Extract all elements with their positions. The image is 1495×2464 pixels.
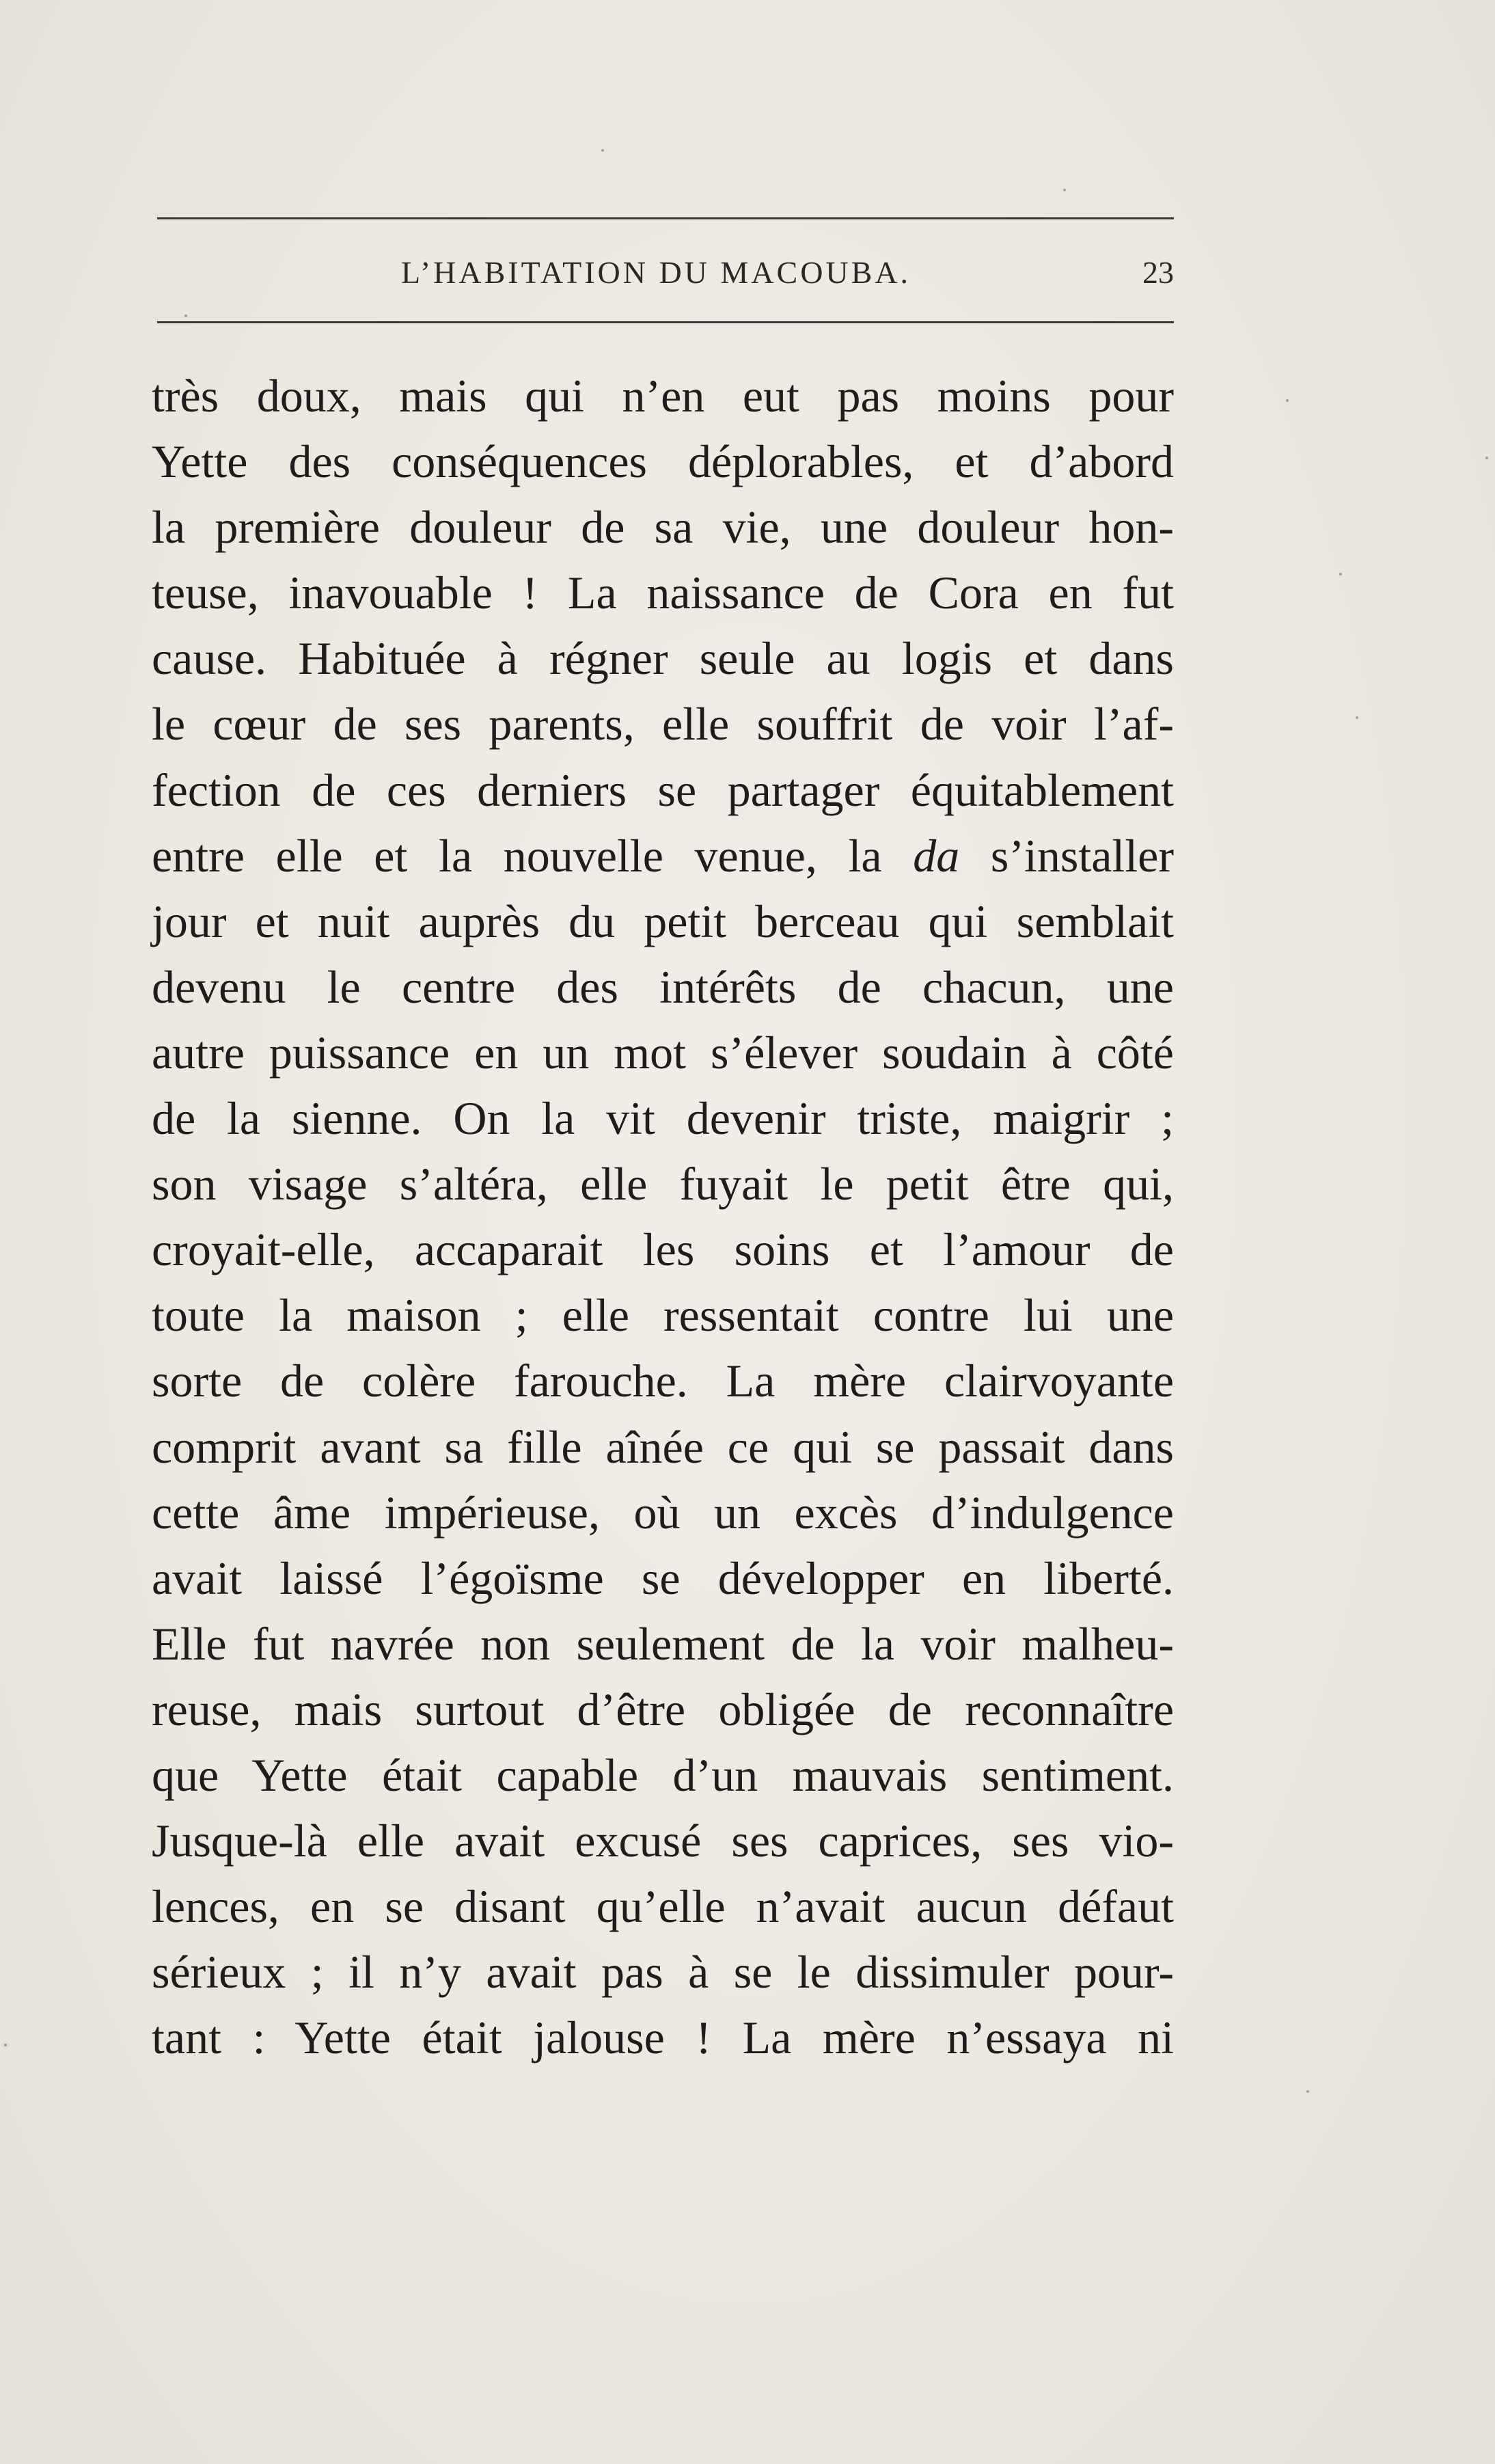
running-title: L’HABITATION DU MACOUBA. — [400, 255, 911, 290]
paper-speck — [1063, 189, 1066, 191]
paper-speck — [601, 149, 604, 152]
page-number: 23 — [1142, 255, 1174, 290]
text-segment: entre elle et la nouvelle venue, la — [152, 829, 882, 882]
text-segment: s’installer — [990, 829, 1175, 882]
text-line — [152, 823, 1174, 889]
text-line: teuse, inavouable ! La naissance de Cora en fut — [152, 567, 1174, 619]
text-line: devenu le centre des intérêts de chacun, une — [152, 960, 1174, 1013]
text-line: autre puissance en un mot s’élever soudain à côté — [152, 1026, 1174, 1079]
paper-speck — [1356, 716, 1358, 719]
paper-speck — [1339, 573, 1342, 576]
text-line: lences, en se disant qu’elle n’avait aucun défaut — [152, 1880, 1174, 1933]
header-bottom-rule — [157, 321, 1174, 323]
text-line: cause. Habituée à régner seule au logis et dans — [152, 632, 1174, 685]
text-line: reuse, mais surtout d’être obligée de reconnaître — [152, 1683, 1174, 1735]
text-line: de la sienne. On la vit devenir triste, maigrir ; — [152, 1092, 1174, 1145]
text-line: fection de ces derniers se partager équitablement — [152, 763, 1174, 816]
paper-speck — [4, 2044, 7, 2046]
text-line: Yette des conséquences déplorables, et d’abord — [152, 435, 1174, 488]
text-line: son visage s’altéra, elle fuyait le petit être qui, — [152, 1158, 1174, 1210]
text-line: cette âme impérieuse, où un excès d’indulgence — [152, 1486, 1174, 1539]
paper-speck — [1485, 457, 1488, 459]
text-line: Jusque-là elle avait excusé ses caprices, ses vio- — [152, 1815, 1174, 1867]
text-line: la première douleur de sa vie, une douleur hon- — [152, 501, 1174, 554]
text-line: Elle fut navrée non seulement de la voir malheu- — [152, 1617, 1174, 1670]
text-line: jour et nuit auprès du petit berceau qui semblait — [152, 895, 1174, 947]
text-line: très doux, mais qui n’en eut pas moins pour — [152, 370, 1174, 422]
text-line: que Yette était capable d’un mauvais sentiment. — [152, 1748, 1174, 1801]
text-line: tant : Yette était jalouse ! La mère n’essaya ni — [152, 2012, 1174, 2064]
text-line: sérieux ; il n’y avait pas à se le dissimuler pour- — [152, 1946, 1174, 1999]
paper-speck — [1286, 399, 1289, 402]
text-line: sorte de colère farouche. La mère clairvoyante — [152, 1355, 1174, 1407]
italic-word: da — [913, 829, 960, 882]
text-line: le cœur de ses parents, elle souffrit de voir l’af- — [152, 698, 1174, 750]
text-line: toute la maison ; elle ressentait contre lui une — [152, 1289, 1174, 1342]
text-line: avait laissé l’égoïsme se développer en liberté. — [152, 1552, 1174, 1604]
header-top-rule — [157, 217, 1174, 219]
text-line: comprit avant sa fille aînée ce qui se passait dans — [152, 1420, 1174, 1473]
paper-speck — [184, 314, 187, 317]
body-text — [152, 363, 1174, 2070]
text-line: croyait-elle, accaparait les soins et l’amour de — [152, 1223, 1174, 1276]
paper-speck — [1306, 2090, 1309, 2093]
